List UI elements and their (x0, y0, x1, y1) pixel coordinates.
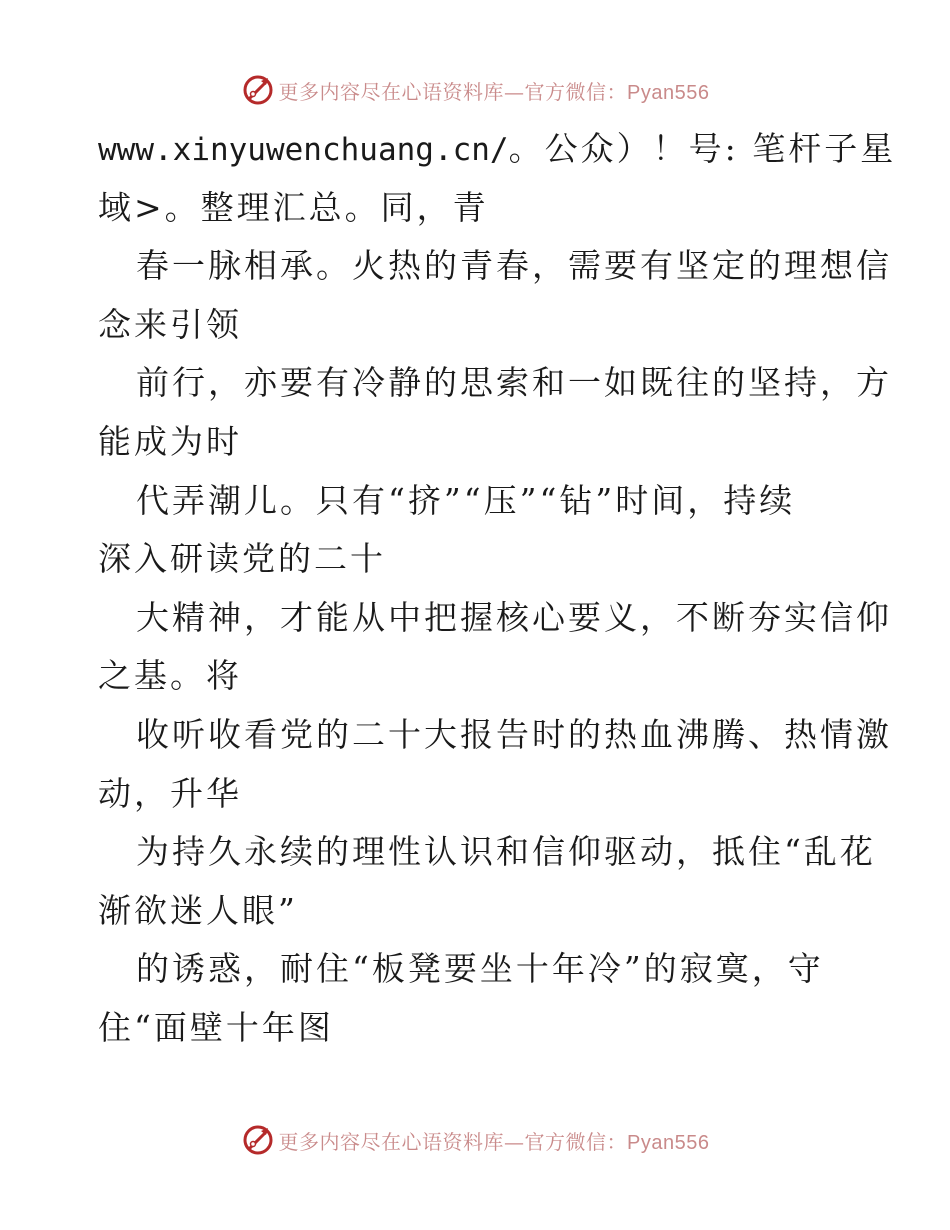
body-line-14: 渐欲迷人眼” (98, 890, 298, 930)
body-line-10: 之基。将 (98, 656, 242, 696)
brush-pen-logo-icon (241, 1123, 275, 1157)
body-line-6: 能成为时 (98, 421, 242, 461)
body-line-4: 念来引领 (98, 304, 242, 344)
body-line-1 (98, 120, 897, 179)
body-line-2: 域>。整理汇总。同，青 (98, 187, 489, 227)
footer-separator: — (504, 1129, 525, 1154)
body-line-11: 收听收看党的二十大报告时的热血沸腾、热情激 (136, 714, 892, 754)
banner-text (279, 76, 710, 105)
footer-wechat-label: 官方微信： (524, 1129, 628, 1154)
body-line-12: 动，升华 (98, 773, 242, 813)
footer-wechat-id: Pyan556 (627, 1131, 710, 1154)
body-line-5: 前行，亦要有冷静的思索和一如既往的坚持，方 (136, 363, 892, 403)
banner-separator: — (504, 79, 525, 104)
banner-wechat-label: 官方微信： (524, 79, 628, 104)
body-line-8: 深入研读党的二十 (98, 539, 386, 579)
body-line-7: 代弄潮儿。只有“挤”“压”“钻”时间，持续 (136, 480, 796, 520)
body-line-1-text: 。公众）！号: 笔杆子星 (508, 129, 897, 168)
footer-banner-text (279, 1126, 710, 1155)
header-banner (0, 70, 950, 110)
brush-pen-logo-icon (241, 73, 275, 107)
body-line-16: 住“面壁十年图 (98, 1007, 334, 1047)
banner-wechat-id: Pyan556 (627, 81, 710, 104)
body-line-9: 大精神，才能从中把握核心要义，不断夯实信仰 (136, 597, 892, 637)
document-body (98, 120, 897, 1058)
banner-site-name: 更多内容尽在心语资料库 (278, 79, 505, 104)
body-line-3: 春一脉相承。火热的青春，需要有坚定的理想信 (136, 246, 892, 286)
body-line-15: 的诱惑，耐住“板凳要坐十年冷”的寂寞，守 (136, 949, 824, 989)
footer-site-name: 更多内容尽在心语资料库 (278, 1129, 505, 1154)
body-url: www.xinyuwenchuang.cn/ (98, 132, 509, 168)
body-line-13: 为持久永续的理性认识和信仰驱动，抵住“乱花 (136, 832, 876, 872)
footer-banner (0, 1120, 950, 1160)
